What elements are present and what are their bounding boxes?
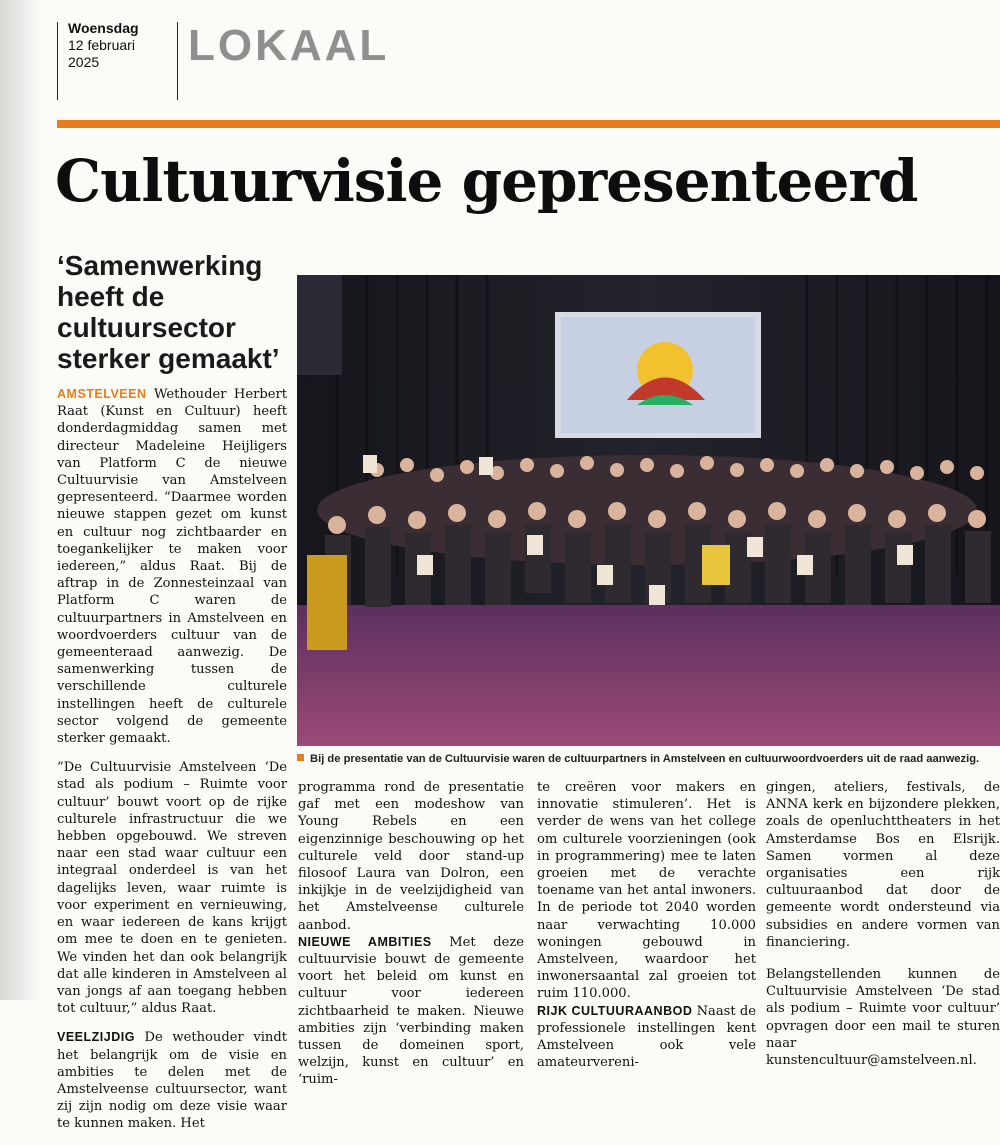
article-subheadline: ‘Samenwerking heeft de cultuursector sterker gemaakt’ [57, 250, 280, 374]
article-paragraph: programma rond de presentatie gaf met een modeshow van Young Rebels en een eigenzinnige beschouwing op het culturele veld door stand-up filosoof Laura van Dolron, een inkijkje in de veelzijdigheid van het Amstelveense culturele aanbod. [298, 780, 524, 933]
article-paragraph [537, 1003, 756, 1072]
article-headline: Cultuurvisie gepresenteerd [55, 147, 918, 215]
article-paragraph [57, 386, 287, 747]
stage-floor [297, 605, 1000, 746]
article-column-2 [298, 779, 524, 1101]
article-paragraph: te creëren voor makers en innovatie stimuleren’. Het is verder de wens van het college om culturele voorzieningen (ook in programmering) mee te laten groeien met de verachte toename van het antal inwoners. In de periode tot 2040 worden naar verwachting 10.000 woningen gebouwd in Amstelveen, waardoor het inwonersaantal zal groeien tot ruim 110.000. [537, 780, 756, 1002]
article-paragraph [298, 934, 524, 1089]
article-paragraph: gingen, ateliers, festivals, de ANNA kerk en bijzondere plekken, zoals de openluchttheaters in het Amsterdamse Bos en Elsrijk. Samen vormen al deze organisaties een rijk cultuuraanbod dat door de gemeente wordt ondersteund via subsidies en andere vormen van financiering. [766, 780, 1000, 950]
masthead-date [68, 20, 139, 71]
masthead-divider [57, 22, 58, 100]
yellow-skirt [307, 555, 347, 650]
article-paragraph: Belangstellenden kunnen de Cultuurvisie Amstelveen ‘De stad als podium – Ruimte voor cultuur’ opvragen door een mail te sturen naar kunstencultuur@amstelveen.nl. [766, 967, 1000, 1069]
article-column-4 [766, 779, 1000, 1081]
paragraph-text: Wethouder Herbert Raat (Kunst en Cultuur) heeft donderdagmiddag samen met directeur Madeleine Heijligers van Platform C de nieuwe Cultuurvisie van Amstelveen gepresenteerd. “Daarmee worden nieuwe stappen gezet om kunst en cultuur nog zichtbaarder en toegankelijker te maken voor iedereen,” aldus Raat. Bij de aftrap in de Zonnesteinzaal van Platform C waren de cultuurpartners in Amstelveen en woordvoerders cultuur van de gemeenteraad aanwezig. De samenwerking tussen de verschillende culturele instellingen heeft de culturele sector volgend de gemeente sterker gemaakt. [57, 387, 287, 747]
header-rule [57, 120, 1000, 128]
page-gutter [0, 0, 40, 1000]
caption-text: Bij de presentatie van de Cultuurvisie waren de cultuurpartners in Amstelveen en cultuurwoordvoerders uit de raad aanwezig. [310, 753, 980, 765]
section-divider [177, 22, 178, 100]
paragraph-text: De wethouder vindt het belangrijk om de visie en ambities te delen met de Amstelveense cultuursector, want zij zijn nodig om deze visie waar te kunnen maken. Het [57, 1030, 288, 1132]
date-day: Woensdag [68, 20, 139, 36]
section-title: LOKAAL [188, 21, 390, 70]
caption-marker-icon [297, 754, 304, 761]
paragraph-text: Naast de professionele instellingen kent Amstelveen ook vele amateurvereni- [537, 1003, 756, 1071]
section-kicker: RIJK CULTUURAANBOD [537, 1003, 693, 1018]
date-day-month: 12 februari [68, 37, 135, 53]
section-kicker: VEELZIJDIG [57, 1030, 135, 1045]
dateline: AMSTELVEEN [57, 387, 147, 401]
article-paragraph [57, 1029, 287, 1132]
event-photo [297, 275, 1000, 746]
wall-panel [297, 275, 342, 375]
photo-caption [297, 751, 1000, 767]
date-year: 2025 [68, 54, 100, 70]
group-photo-illustration [297, 275, 1000, 746]
section-kicker: NIEUWE AMBITIES [298, 934, 432, 949]
paragraph-text: Met deze cultuurvisie bouwt de gemeente voort het beleid om kunst en cultuur voor iedereen zichtbaarheid te maken. Nieuwe ambities zijn ‘verbinding maken tussen de domeinen sport, welzijn, kunst en cultuur’ en ‘ruim- [298, 934, 525, 1088]
article-column-3 [537, 779, 756, 1083]
article-column-1 [57, 386, 287, 1145]
article-paragraph: “De Cultuurvisie Amstelveen ‘De stad als podium – Ruimte voor cultuur’ bouwt voort op de rijke culturele infrastructuur die we hebben opgebouwd. We streven naar een stad waar cultuur een integraal onderdeel is van het dagelijks leven, waar ruimte is voor experiment en vernieuwing, en waar iedereen de kans krijgt om mee te doen en te genieten. We vinden het dan ook belangrijk dat alle kinderen in Amstelveen al van jongs af aan toegang hebben tot cultuur,” aldus Raat. [57, 760, 287, 1017]
